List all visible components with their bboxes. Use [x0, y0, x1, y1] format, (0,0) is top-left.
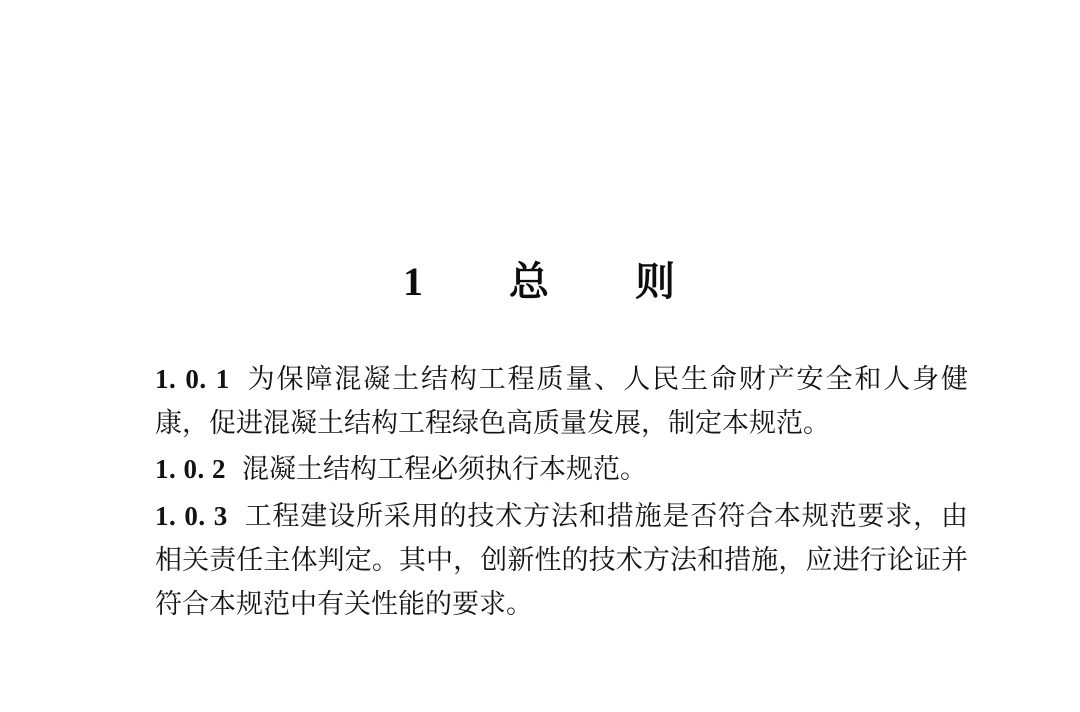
- clause-number: 1. 0. 2: [155, 454, 226, 485]
- clause-list: [0, 306, 1080, 626]
- clause-number: 1. 0. 3: [155, 501, 228, 532]
- clause-item: [155, 448, 968, 492]
- clause-item: [155, 358, 968, 445]
- clause-number: 1. 0. 1: [155, 364, 230, 394]
- chapter-heading: 1 总 则: [403, 259, 677, 304]
- clause-text: 为保障混凝土结构工程质量、人民生命财产安全和人身健康，促进混凝土结构工程绿色高质量发展，制定本规范。: [155, 364, 969, 438]
- clause-text: 工程建设所采用的技术方法和措施是否符合本规范要求，由相关责任主体判定。其中，创新性的技术方法和措施，应进行论证并符合本规范中有关性能的要求。: [155, 501, 969, 619]
- clause-text: 混凝土结构工程必须执行本规范。: [242, 454, 647, 485]
- clause-item: [155, 495, 968, 626]
